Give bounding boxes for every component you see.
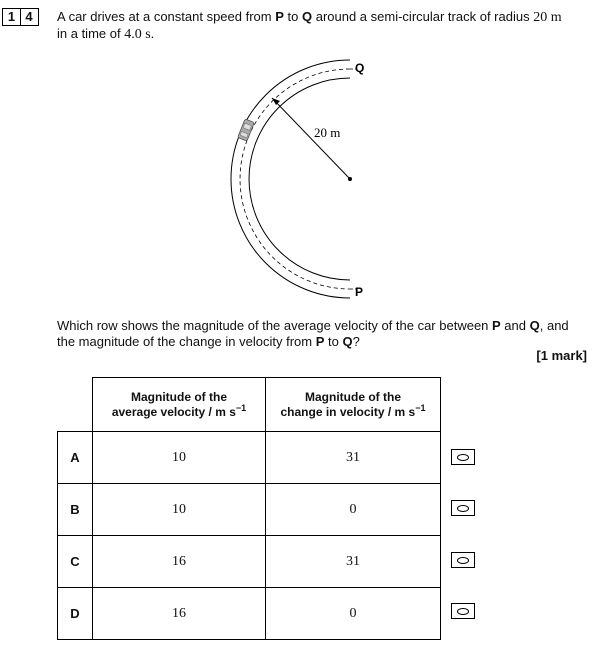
- row-change-in-velocity: 0: [266, 484, 441, 536]
- table-row: [58, 484, 441, 536]
- prompt-text-2: and: [500, 318, 530, 333]
- answer-bubble-b[interactable]: [451, 500, 475, 516]
- row-letter: B: [58, 484, 93, 536]
- row-letter: C: [58, 536, 93, 588]
- prompt-text-5: ?: [352, 334, 360, 349]
- bubble-oval-icon: [457, 454, 469, 461]
- row-change-in-velocity: 31: [266, 536, 441, 588]
- row-change-in-velocity: 0: [266, 588, 441, 640]
- answer-bubble-c[interactable]: [451, 552, 475, 568]
- stem-text-3: around a semi-circular track of radius: [312, 9, 534, 24]
- table-row: [58, 588, 441, 640]
- question-number-digit-2: 4: [20, 8, 39, 26]
- header-1-line-2: average velocity / m s: [111, 404, 236, 419]
- prompt-text-1: Which row shows the magnitude of the average velocity of the car between: [57, 318, 493, 333]
- header-2-line-1: Magnitude of the: [305, 389, 401, 404]
- row-average-velocity: 10: [93, 432, 266, 484]
- radius-value: 20 m: [533, 10, 562, 25]
- time-value: 4.0 s: [124, 27, 151, 42]
- point-p-label: P: [275, 9, 284, 24]
- row-average-velocity: 16: [93, 588, 266, 640]
- header-change-in-velocity: [266, 378, 441, 432]
- bubble-oval-icon: [457, 557, 469, 564]
- header-1-exponent: −1: [235, 402, 247, 413]
- prompt-text-4: to: [324, 334, 343, 349]
- row-letter: D: [58, 588, 93, 640]
- centre-point: [348, 177, 352, 181]
- row-average-velocity: 10: [93, 484, 266, 536]
- bubble-oval-icon: [457, 505, 469, 512]
- p-label: P: [355, 285, 364, 299]
- stem-text-2: to: [283, 9, 302, 24]
- stem-text-4: in a time of: [57, 26, 125, 41]
- header-2-exponent: −1: [415, 402, 426, 413]
- question-number: [2, 8, 37, 26]
- prompt-text-3: , and the magnitude of the change in velocity from: [57, 318, 569, 349]
- prompt-q-label: Q: [529, 318, 540, 333]
- table-row: [58, 536, 441, 588]
- question-stem: [57, 9, 587, 43]
- point-q-label: Q: [301, 9, 313, 24]
- question-prompt: [57, 318, 587, 350]
- track-diagram: [200, 50, 380, 300]
- options-table: [57, 377, 441, 640]
- stem-text-1: A car drives at a constant speed from: [57, 9, 276, 24]
- q-label: Q: [355, 61, 365, 75]
- answer-bubble-a[interactable]: [451, 449, 475, 465]
- header-1-line-1: Magnitude of the: [131, 389, 227, 404]
- row-letter: A: [58, 432, 93, 484]
- track-inner-edge: [249, 78, 350, 280]
- question-number-digit-1: 1: [2, 8, 21, 26]
- radius-arrowhead-icon: [272, 98, 280, 105]
- answer-bubble-d[interactable]: [451, 603, 475, 619]
- prompt-q-label-2: Q: [342, 334, 353, 349]
- table-header-row: [58, 378, 441, 432]
- radius-label: 20 m: [314, 125, 341, 140]
- row-change-in-velocity: 31: [266, 432, 441, 484]
- marks-label: [1 mark]: [536, 348, 587, 363]
- stem-text-5: .: [150, 26, 155, 41]
- prompt-p-label-2: P: [315, 334, 325, 349]
- row-average-velocity: 16: [93, 536, 266, 588]
- header-average-velocity: [93, 378, 266, 432]
- header-2-line-2: change in velocity / m s: [280, 404, 416, 419]
- prompt-p-label: P: [492, 318, 501, 333]
- header-blank-cell: [58, 378, 93, 432]
- table-row: [58, 432, 441, 484]
- track-center-line: [240, 69, 350, 289]
- bubble-oval-icon: [457, 608, 469, 615]
